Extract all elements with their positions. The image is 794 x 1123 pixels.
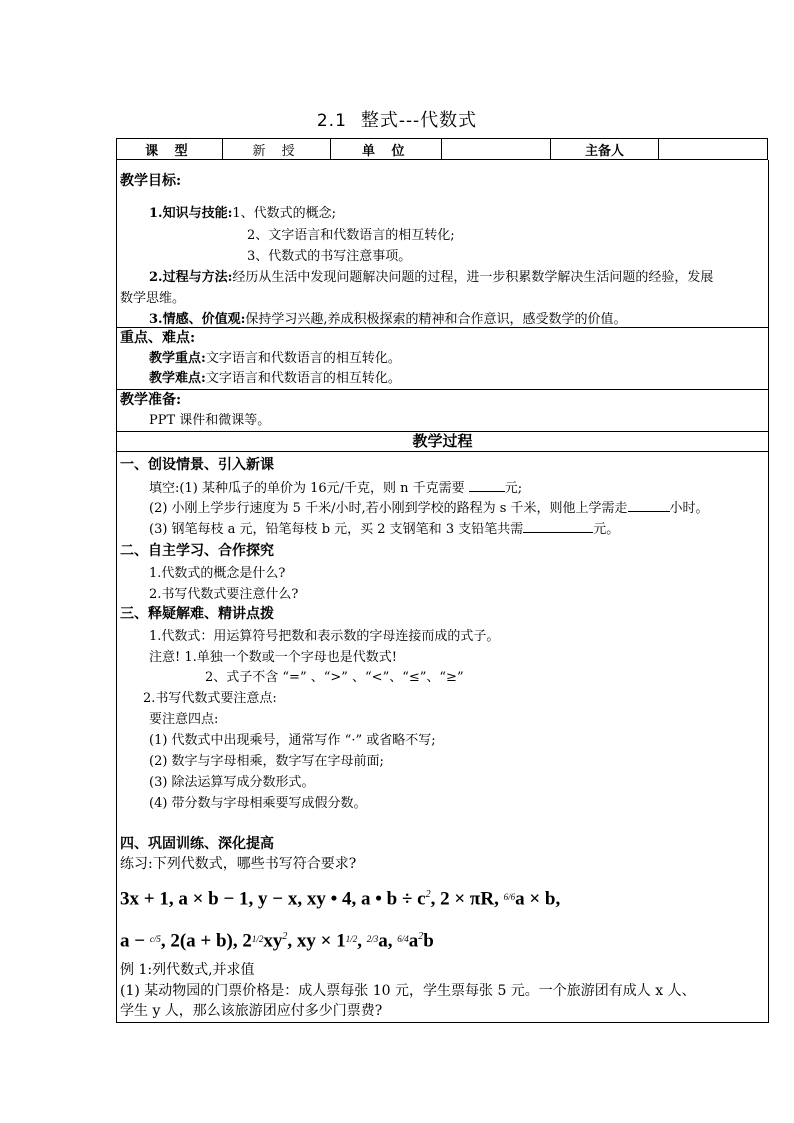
question-2-text: (2) 小刚上学步行速度为 5 千米/小时,若小刚到学校的路程为 s 千米，则他上学需走	[149, 501, 628, 516]
note-line-2: 2、式子不含 “=” 、“>” 、“<”、“≤”、“≥”	[205, 670, 464, 685]
goal-emotion-text: 保持学习兴趣,养成积极探索的精神和合作意识，感受数学的价值。	[245, 312, 627, 327]
definition-line: 1.代数式：用运算符号把数和表示数的字母连接而成的式子。	[149, 629, 500, 644]
focus-line	[149, 351, 401, 367]
math-2d: , xy × 1	[287, 930, 346, 952]
rule-3: (3) 除法运算写成分数形式。	[149, 775, 315, 790]
question-1-text: (1) 某种瓜子的单价为 16元/千克，则 n 千克需要	[179, 481, 465, 496]
math-expressions-line-2	[120, 926, 434, 952]
goal-emotion-label: 3.情感、价值观:	[149, 312, 246, 327]
title-text: 整式---代数式	[360, 110, 478, 131]
header-author-value	[659, 139, 768, 160]
rule-4: (4) 带分数与字母相乘要写成假分数。	[149, 796, 367, 811]
difficulty-line	[149, 371, 401, 387]
header-unit-value	[442, 139, 551, 160]
math-2f: a,	[378, 930, 398, 952]
question-3	[149, 520, 619, 538]
math-2a-frac: c/5	[149, 934, 161, 945]
math-2a: a −	[120, 930, 150, 952]
writing-rules-title: 2.书写代数式要注意点:	[143, 691, 277, 706]
question-2	[149, 499, 709, 517]
math-2c-exp: 2	[282, 931, 288, 942]
answer-blank-1[interactable]	[469, 479, 505, 492]
section-2-item-1: 1.代数式的概念是什么?	[149, 566, 286, 581]
rule-1: (1) 代数式中出现乘号，通常写作 “·” 或省略不写;	[149, 733, 436, 748]
goal-k1: 1、代数式的概念;	[232, 206, 337, 221]
question-2-end: 小时。	[669, 501, 709, 516]
goal-process-text: 经历从生活中发现问题解决问题的过程，进一步积累数学解决生活问题的经验，发展	[232, 270, 714, 285]
title-number: 2.1	[316, 111, 347, 131]
math-2f-frac: 6/4	[397, 934, 409, 945]
note-line-1: 注意! 1.单独一个数或一个字母也是代数式!	[149, 650, 397, 665]
keypoints-section	[116, 327, 769, 390]
math-2h: b	[423, 930, 434, 952]
goal-process-label: 2.过程与方法:	[149, 270, 233, 285]
fill-label: 填空:	[149, 481, 180, 496]
example-1-text-b: 学生 y 人，那么该旅游团应付多少门票费?	[120, 1003, 383, 1019]
section-3-heading: 三、释疑解难、精讲点拨	[120, 606, 274, 622]
header-author-label: 主备人	[550, 139, 659, 160]
goal-process-text-cont: 数学思维。	[120, 291, 186, 306]
math-1b: , 2 × πR,	[430, 888, 504, 910]
section-2-item-2: 2.书写代数式要注意什么?	[149, 587, 299, 602]
example-1-text-a: (1) 某动物园的门票价格是：成人票每张 10 元，学生票每张 5 元。一个旅游团有成人 x 人、	[120, 983, 696, 999]
math-2b: , 2(a + b), 2	[160, 930, 252, 952]
math-1a: 3x + 1, a × b − 1, y − x, xy • 4, a • b ÷ c	[120, 888, 426, 910]
example-1-title: 例 1:列代数式,并求值	[120, 962, 255, 978]
question-1-end: 元;	[504, 481, 523, 496]
question-3-end: 元。	[593, 522, 620, 537]
goals-heading: 教学目标:	[120, 173, 182, 189]
focus-label: 教学重点:	[149, 351, 206, 366]
goal-knowledge-label: 1.知识与技能:	[149, 206, 233, 221]
math-1b-frac: 6/6	[503, 892, 516, 903]
math-2g: a	[408, 930, 419, 952]
section-1-heading: 一、创设情景、引入新课	[120, 457, 274, 473]
math-2d-frac: 1/2	[345, 934, 358, 945]
prep-heading: 教学准备:	[120, 392, 182, 408]
question-1	[149, 479, 522, 497]
exercise-prompt: 练习:下列代数式，哪些书写符合要求?	[120, 856, 357, 872]
keypoints-heading: 重点、难点:	[120, 330, 196, 346]
math-2e-frac: 2/3	[366, 934, 379, 945]
process-heading-row	[116, 431, 769, 452]
math-2b-frac: 1/2	[251, 934, 264, 945]
math-2e: ,	[357, 930, 367, 952]
header-table	[116, 138, 768, 160]
answer-blank-3[interactable]	[523, 520, 593, 533]
section-2-heading: 二、自主学习、合作探究	[120, 543, 274, 559]
section-4-heading: 四、巩固训练、深化提高	[120, 836, 274, 852]
focus-text: 文字语言和代数语言的相互转化。	[205, 351, 401, 366]
goals-section	[116, 160, 769, 328]
goal-emotion	[149, 312, 627, 328]
goal-knowledge	[149, 206, 336, 222]
difficulty-text: 文字语言和代数语言的相互转化。	[205, 371, 401, 386]
math-1a-exp: 2	[425, 889, 431, 900]
math-2c: xy	[263, 930, 283, 952]
difficulty-label: 教学难点:	[149, 371, 206, 386]
math-expressions-line-1	[120, 884, 560, 910]
question-3-text: (3) 钢笔每枝 a 元，铅笔每枝 b 元，买 2 支钢笔和 3 支铅笔共需	[149, 522, 524, 537]
math-2g-exp: 2	[418, 931, 424, 942]
process-section	[116, 451, 769, 1023]
prep-section	[116, 389, 769, 432]
goal-k3: 3、代数式的书写注意事项。	[247, 249, 412, 264]
header-lesson-type-value: 新 授	[222, 139, 331, 160]
prep-text: PPT 课件和微课等。	[149, 413, 271, 428]
header-lesson-type-label: 课 型	[117, 139, 223, 160]
four-points-label: 要注意四点:	[149, 712, 219, 727]
goal-k2: 2、文字语言和代数语言的相互转化;	[247, 228, 455, 243]
rule-2: (2) 数字与字母相乘，数字写在字母前面;	[149, 754, 384, 769]
answer-blank-2[interactable]	[628, 499, 670, 512]
goal-process	[149, 270, 713, 286]
header-unit-label: 单 位	[331, 139, 442, 160]
math-1c: a × b,	[515, 888, 561, 910]
process-heading: 教学过程	[412, 432, 473, 450]
page-title	[0, 106, 794, 132]
